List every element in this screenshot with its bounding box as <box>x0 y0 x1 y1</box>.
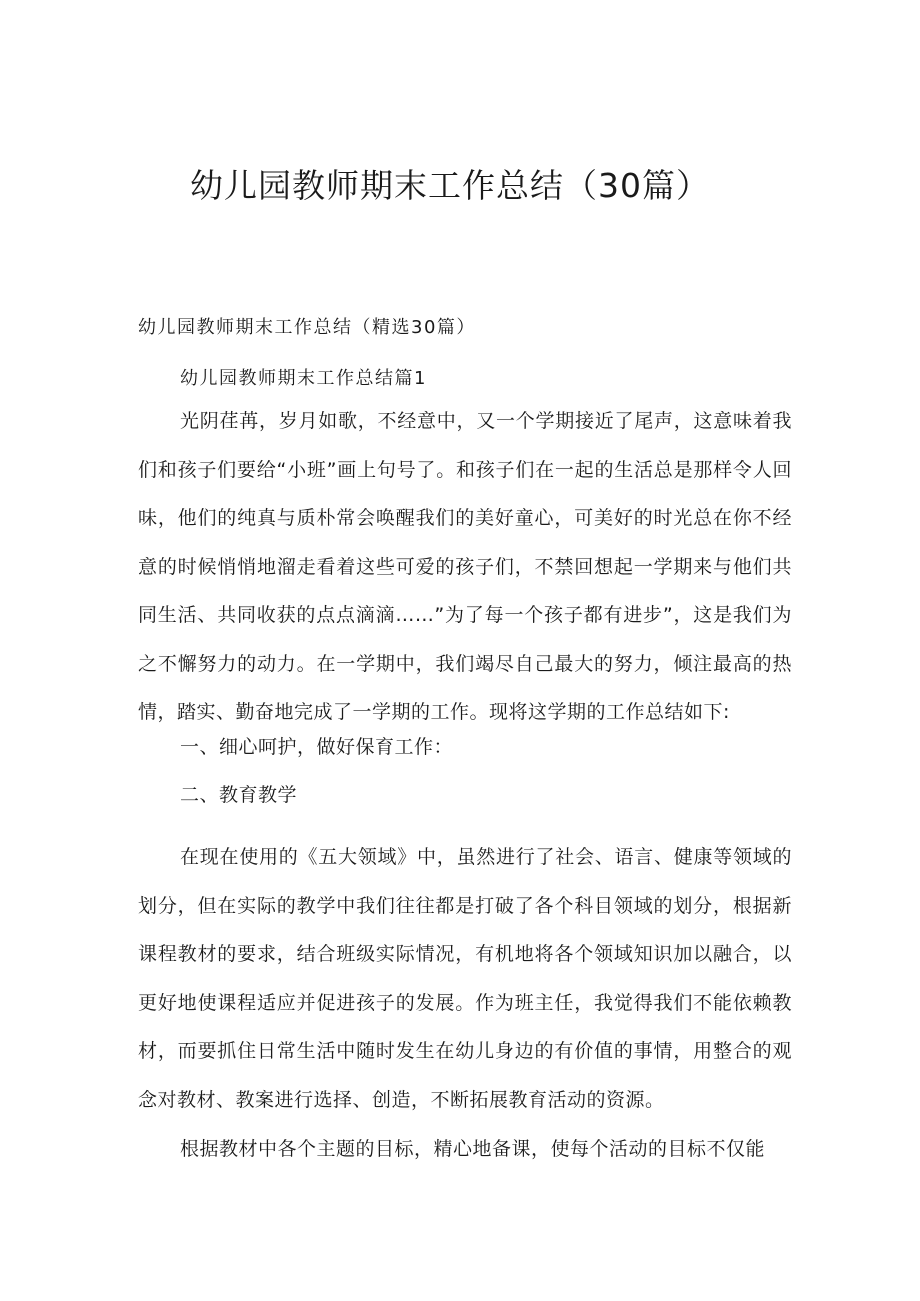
heading-care: 一、细心呵护，做好保育工作： <box>180 736 454 758</box>
paragraph-2: 在现在使用的《五大领域》中，虽然进行了社会、语言、健康等领域的划分，但在实际的教学中我们往往都是打破了各个科目领域的划分，根据新课程教材的要求，结合班级实际情况，有机地将各个领域知识加以融合，以更好地使课程适应并促进孩子的发展。作为班主任，我觉得我们不能依赖教材，而要抓住日常生活中随时发生在幼儿身边的有价值的事情，用整合的观念对教材、教案进行选择、创造，不断拓展教育活动的资源。 <box>138 846 792 1111</box>
section-title: 幼儿园教师期末工作总结篇1 <box>180 368 427 389</box>
document-title: 幼儿园教师期末工作总结（30篇） <box>190 166 710 205</box>
heading-teaching: 二、教育教学 <box>180 784 298 806</box>
document-subtitle: 幼儿园教师期末工作总结（精选30篇） <box>138 317 476 338</box>
paragraph-1: 光阴荏苒，岁月如歌，不经意中，又一个学期接近了尾声，这意味着我们和孩子们要给“小班”画上句号了。和孩子们在一起的生活总是那样令人回味，他们的纯真与质朴常会唤醒我们的美好童心，可美好的时光总在你不经意的时候悄悄地溜走看着这些可爱的孩子们，不禁回想起一学期来与他们共同生活、共同收获的点点滴滴……”为了每一个孩子都有进步”，这是我们为之不懈努力的动力。在一学期中，我们竭尽自己最大的努力，倾注最高的热情，踏实、勤奋地完成了一学期的工作。现将这学期的工作总结如下: <box>138 410 792 723</box>
paragraph-3: 根据教材中各个主题的目标，精心地备课，使每个活动的目标不仅能 <box>180 1138 766 1160</box>
